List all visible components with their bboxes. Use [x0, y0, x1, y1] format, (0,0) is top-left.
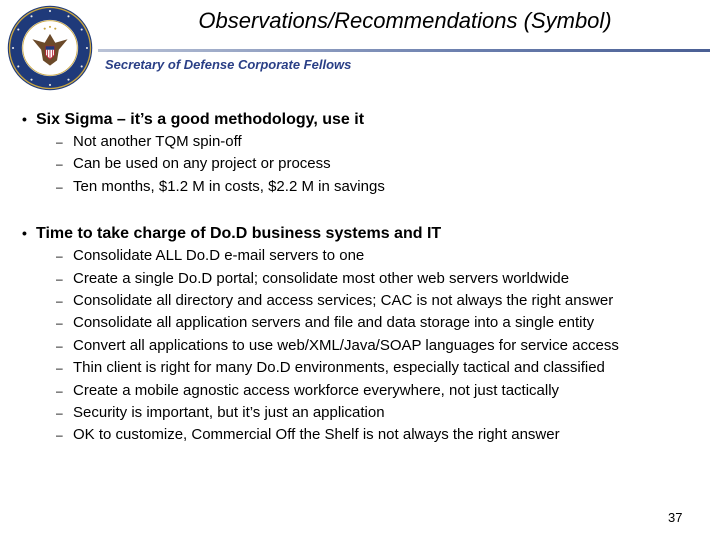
- list-item-text: Consolidate all application servers and file and data storage into a single entity: [73, 314, 595, 332]
- list-item-text: Consolidate ALL Do.D e-mail servers to one: [73, 247, 365, 265]
- list-item-text: Ten months, $1.2 M in costs, $2.2 M in savings: [73, 177, 385, 195]
- list-item: [22, 402, 712, 424]
- slide-subtitle: Secretary of Defense Corporate Fellows: [105, 57, 352, 72]
- list-item: [22, 357, 712, 379]
- section-business-systems: [22, 222, 712, 447]
- list-item-text: Not another TQM spin-off: [73, 133, 242, 150]
- list-item: [22, 245, 712, 267]
- list-item-text: Can be used on any project or process: [73, 155, 331, 173]
- sub-bullet-list: [22, 131, 712, 198]
- list-item-text: Consolidate all directory and access services; CAC is not always the right answer: [73, 292, 614, 310]
- dash-icon: –: [56, 179, 63, 194]
- bullet-heading: [22, 222, 712, 245]
- list-item-text: Security is important, but it’s just an application: [73, 404, 385, 422]
- list-item: [22, 380, 712, 402]
- list-item-text: Convert all applications to use web/XML/Java/SOAP languages for service access: [73, 336, 619, 354]
- bullet-heading-text: Six Sigma – it’s a good methodology, use it: [36, 111, 365, 128]
- dash-icon: –: [56, 361, 63, 376]
- bullet-content: [22, 108, 712, 447]
- dash-icon: –: [56, 428, 63, 443]
- dash-icon: –: [56, 316, 63, 331]
- list-item: [22, 131, 712, 153]
- dash-icon: –: [56, 135, 63, 149]
- slide-title: Observations/Recommendations (Symbol): [198, 8, 612, 33]
- list-item: [22, 268, 712, 290]
- list-item-text: Thin client is right for many Do.D environments, especially tactical and classified: [73, 359, 605, 377]
- bullet-icon: •: [22, 225, 27, 242]
- list-item: [22, 335, 712, 357]
- list-item-text: OK to customize, Commercial Off the Shelf is not always the right answer: [73, 426, 560, 444]
- list-item-text: Create a single Do.D portal; consolidate most other web servers worldwide: [73, 269, 570, 287]
- title-underline: [98, 49, 710, 52]
- sub-bullet-list: [22, 245, 712, 447]
- page-number: 37: [668, 510, 683, 525]
- list-item: [22, 176, 712, 198]
- dash-icon: –: [56, 294, 63, 309]
- bullet-heading: [22, 108, 712, 131]
- dash-icon: –: [56, 406, 63, 421]
- dash-icon: –: [56, 338, 63, 353]
- list-item: [22, 290, 712, 312]
- dash-icon: –: [56, 249, 63, 264]
- section-six-sigma: [22, 108, 712, 198]
- dash-icon: –: [56, 271, 63, 286]
- dash-icon: –: [56, 157, 63, 172]
- list-item: [22, 312, 712, 334]
- dash-icon: –: [56, 383, 63, 398]
- list-item-text: Create a mobile agnostic access workforce everywhere, not just tactically: [73, 381, 560, 399]
- dod-seal-icon: [6, 4, 94, 92]
- bullet-heading-text: Time to take charge of Do.D business systems and IT: [36, 225, 442, 243]
- list-item: [22, 153, 712, 175]
- bullet-icon: •: [22, 111, 27, 127]
- list-item: [22, 424, 712, 446]
